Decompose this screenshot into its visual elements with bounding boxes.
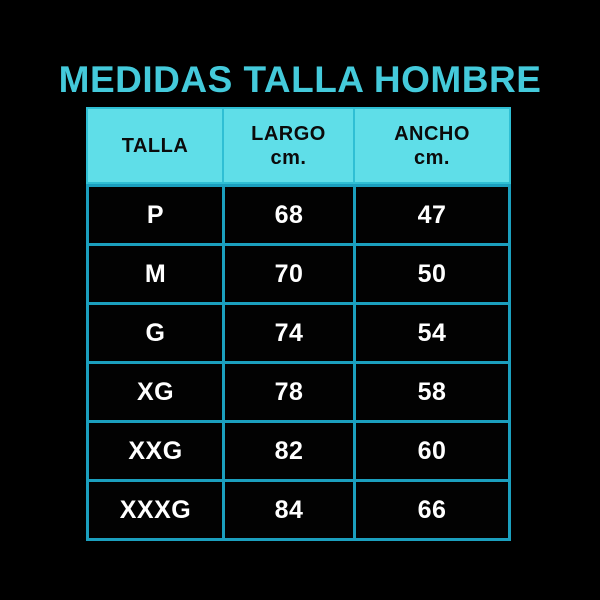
cell-largo: 70 [225,246,353,302]
cell-talla: M [89,246,222,302]
cell-talla: XG [89,364,222,420]
header-unit: cm. [414,146,450,169]
cell-largo: 68 [225,187,353,243]
cell-largo: 78 [225,364,353,420]
table-header-row [86,107,511,184]
cell-ancho: 54 [356,305,508,361]
cell-talla: P [89,187,222,243]
cell-talla: XXG [89,423,222,479]
header-label: ANCHO [394,122,470,145]
cell-largo: 82 [225,423,353,479]
cell-ancho: 50 [356,246,508,302]
header-label: LARGO [251,122,326,145]
header-cell-ancho [355,109,509,182]
cell-ancho: 60 [356,423,508,479]
cell-largo: 84 [225,482,353,538]
cell-ancho: 66 [356,482,508,538]
cell-talla: XXXG [89,482,222,538]
header-cell-largo [224,109,353,182]
header-label: TALLA [121,134,189,157]
page-title: MEDIDAS TALLA HOMBRE [58,59,542,100]
cell-ancho: 58 [356,364,508,420]
table-body [86,184,511,541]
cell-talla: G [89,305,222,361]
cell-ancho: 47 [356,187,508,243]
cell-largo: 74 [225,305,353,361]
header-cell-talla [88,109,222,182]
size-table [86,107,511,541]
header-unit: cm. [270,146,307,169]
